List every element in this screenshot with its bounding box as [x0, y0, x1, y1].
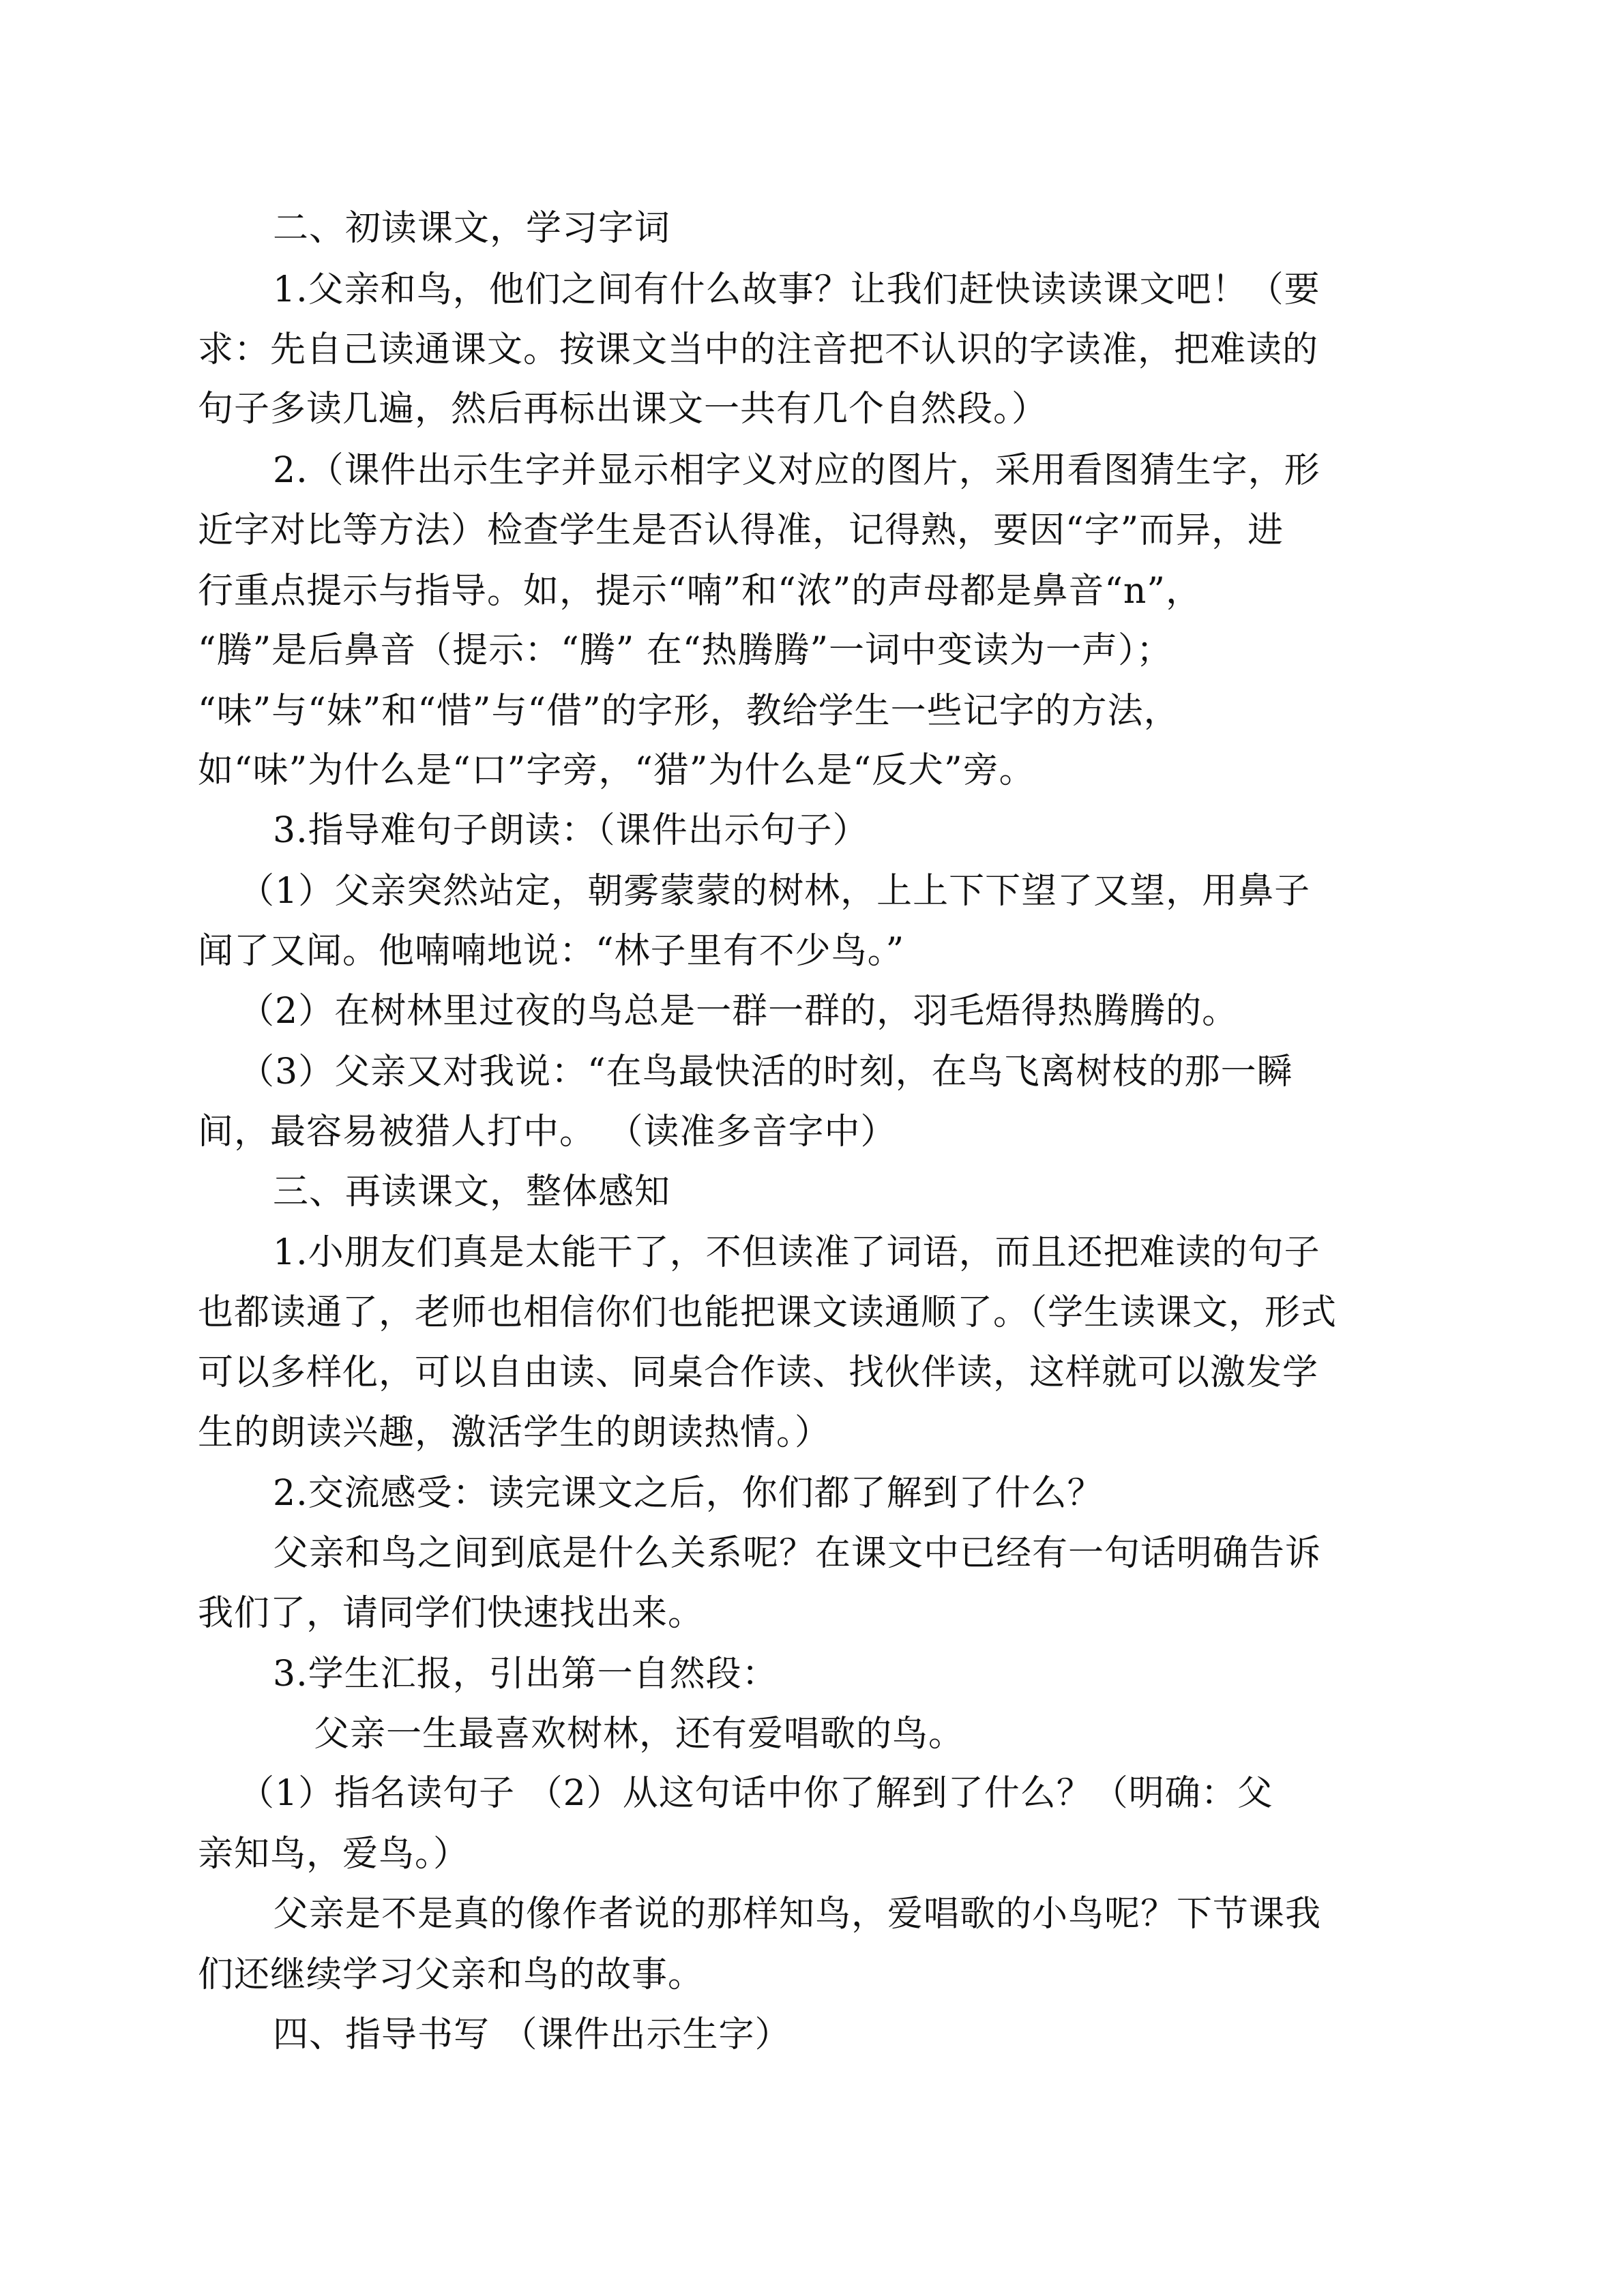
paragraph-line: （1）指名读句子 （2）从这句话中你了解到了什么？（明确：父: [239, 1773, 1273, 1814]
paragraph-line: 亲知鸟，爱鸟。）: [198, 1834, 470, 1875]
paragraph-line: 也都读通了，老师也相信你们也能把课文读通顺了。（学生读课文，形式: [198, 1292, 1338, 1333]
paragraph-line: 生的朗读兴趣，激活学生的朗读热情。）: [198, 1412, 831, 1453]
paragraph-line: 句子多读几遍，然后再标出课文一共有几个自然段。）: [198, 389, 1048, 430]
paragraph-line: 父亲和鸟之间到底是什么关系呢？在课文中已经有一句话明确告诉: [273, 1533, 1322, 1574]
paragraph-line: 2.交流感受：读完课文之后，你们都了解到了什么？: [273, 1473, 1104, 1514]
quote-line: 父亲一生最喜欢树林，还有爱唱歌的鸟。: [314, 1714, 965, 1755]
paragraph-line: 可以多样化，可以自由读、同桌合作读、找伙伴读，这样就可以激发学: [198, 1352, 1319, 1393]
quote-line: （2）在树林里过夜的鸟总是一群一群的，羽毛焐得热腾腾的。: [239, 991, 1239, 1032]
paragraph-line: 3.指导难句子朗读：（课件出示句子）: [273, 810, 869, 851]
paragraph-line: 近字对比等方法）检查学生是否认得准，记得熟，要因“字”而异，进: [198, 510, 1284, 551]
heading-section-3: 三、再读课文，整体感知: [273, 1172, 671, 1212]
heading-section-4: 四、指导书写 （课件出示生字）: [273, 2014, 791, 2055]
heading-section-2: 二、初读课文，学习字词: [273, 208, 671, 249]
paragraph-line: “味”与“妹”和“惜”与“借”的字形，教给学生一些记字的方法，: [198, 691, 1180, 732]
paragraph-line: 父亲是不是真的像作者说的那样知鸟，爱唱歌的小鸟呢？下节课我: [273, 1894, 1322, 1935]
quote-line: （3）父亲又对我说：“在鸟最快活的时刻，在鸟飞离树枝的那一瞬: [239, 1052, 1293, 1092]
paragraph-line: 1.小朋友们真是太能干了，不但读准了词语，而且还把难读的句子: [273, 1232, 1320, 1273]
paragraph-line: 1.父亲和鸟，他们之间有什么故事？让我们赶快读读课文吧！（要: [273, 269, 1320, 310]
paragraph-line: 3.学生汇报，引出第一自然段：: [273, 1654, 778, 1695]
paragraph-line: “腾”是后鼻音（提示：“腾” 在“热腾腾”一词中变读为一声）；: [198, 630, 1173, 671]
paragraph-line: 求：先自己读通课文。按课文当中的注音把不认识的字读准，把难读的: [198, 329, 1319, 370]
paragraph-line: 如“味”为什么是“口”字旁，“猎”为什么是“反犬”旁。: [198, 750, 1035, 791]
quote-line: （1）父亲突然站定，朝雾蒙蒙的树林，上上下下望了又望，用鼻子: [239, 871, 1311, 912]
quote-line: 间，最容易被猎人打中。 （读准多音字中）: [198, 1112, 897, 1152]
paragraph-line: 们还继续学习父亲和鸟的故事。: [198, 1954, 705, 1995]
paragraph-line: 2.（课件出示生字并显示相字义对应的图片，采用看图猜生字，形: [273, 450, 1320, 491]
quote-line: 闻了又闻。他喃喃地说：“林子里有不少鸟。”: [198, 931, 905, 972]
paragraph-line: 行重点提示与指导。如，提示“喃”和“浓”的声母都是鼻音“n”，: [198, 571, 1202, 612]
paragraph-line: 我们了，请同学们快速找出来。: [198, 1593, 705, 1634]
